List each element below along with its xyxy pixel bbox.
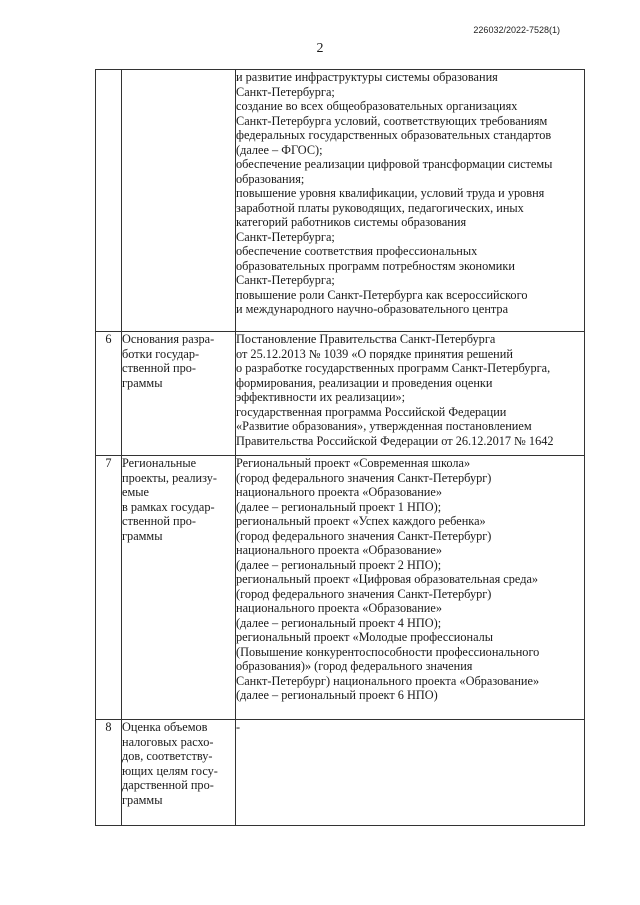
row-content-line: (далее – ФГОС); bbox=[236, 142, 323, 157]
row-title-line: ющих целям госу- bbox=[122, 763, 218, 778]
row-number: 7 bbox=[96, 456, 122, 720]
row-content-line: - bbox=[236, 720, 241, 734]
row-title-line: в рамках государ- bbox=[122, 499, 215, 514]
row-content-line: Санкт-Петербурга; bbox=[236, 84, 335, 99]
row-content-line: национального проекта «Образование» bbox=[236, 485, 442, 499]
row-title-line: Основания разра- bbox=[122, 332, 215, 346]
row-title-line: граммы bbox=[122, 792, 163, 807]
table-row bbox=[96, 332, 585, 456]
row-content-line: региональный проект «Успех каждого ребенка» bbox=[236, 514, 486, 528]
row-content-line: повышение уровня квалификации, условий труда и уровня bbox=[236, 186, 545, 200]
row-content-line: (город федерального значения Санкт-Петербург) bbox=[236, 528, 492, 543]
table-row bbox=[96, 456, 585, 720]
row-content-line: обеспечение соответствия профессиональных bbox=[236, 244, 478, 258]
row-content-line: (далее – региональный проект 4 НПО); bbox=[236, 615, 442, 630]
row-content-line: (далее – региональный проект 6 НПО) bbox=[236, 688, 438, 702]
row-content-line: Постановление Правительства Санкт-Петербурга bbox=[236, 332, 496, 346]
row-content-line: образования)» (город федерального значения bbox=[236, 659, 473, 673]
row-content-line: Санкт-Петербурга условий, соответствующих требованиям bbox=[236, 113, 548, 128]
row-content-line: Санкт-Петербурга; bbox=[236, 229, 335, 244]
row-number bbox=[96, 70, 122, 332]
row-content-line: образования; bbox=[236, 171, 305, 186]
table-row bbox=[96, 720, 585, 826]
document-code: 226032/2022-7528(1) bbox=[473, 25, 560, 35]
page-number: 2 bbox=[316, 41, 324, 56]
row-title-line: граммы bbox=[122, 375, 163, 390]
row-content-line: Санкт-Петербурга; bbox=[236, 273, 335, 287]
row-content-line: региональный проект «Молодые профессионалы bbox=[236, 630, 494, 644]
row-content-line: категорий работников системы образования bbox=[236, 215, 467, 229]
row-content-line: обеспечение реализации цифровой трансформации системы bbox=[236, 157, 553, 171]
row-content-line: (далее – региональный проект 2 НПО); bbox=[236, 557, 442, 572]
row-title bbox=[122, 70, 236, 332]
row-title-line: емые bbox=[122, 485, 149, 499]
row-title-line: налоговых расхо- bbox=[122, 734, 214, 749]
table-body bbox=[96, 70, 585, 826]
row-title-line: Региональные bbox=[122, 456, 197, 470]
row-content-line: образовательных программ потребностям экономики bbox=[236, 258, 515, 273]
row-title-line: дарственной про- bbox=[122, 778, 214, 792]
row-content-line: создание во всех общеобразовательных организациях bbox=[236, 99, 518, 113]
row-content-line: Региональный проект «Современная школа» bbox=[236, 456, 471, 470]
row-title-line: Оценка объемов bbox=[122, 720, 208, 734]
row-content-line: (Повышение конкурентоспособности профессионального bbox=[236, 644, 540, 659]
row-content-line: государственная программа Российской Федерации bbox=[236, 404, 507, 419]
row-content bbox=[236, 720, 585, 826]
row-number: 8 bbox=[96, 720, 122, 826]
program-passport-table bbox=[95, 69, 585, 826]
row-content-line: федеральных государственных образовательных стандартов bbox=[236, 128, 552, 142]
row-content-line: национального проекта «Образование» bbox=[236, 601, 442, 615]
row-content-line: региональный проект «Цифровая образовательная среда» bbox=[236, 572, 539, 586]
row-content-line: национального проекта «Образование» bbox=[236, 543, 442, 557]
row-content-line: Правительства Российской Федерации от 26.12.2017 № 1642 bbox=[236, 433, 554, 448]
row-content-line: от 25.12.2013 № 1039 «О порядке принятия решений bbox=[236, 346, 513, 361]
row-content-line: (город федерального значения Санкт-Петербург) bbox=[236, 470, 492, 485]
row-content-line: эффективности их реализации»; bbox=[236, 390, 406, 404]
row-content bbox=[236, 456, 585, 720]
row-title-line: проекты, реализу- bbox=[122, 470, 217, 485]
row-content-line: Санкт-Петербург) национального проекта «Образование» bbox=[236, 673, 540, 688]
row-content-line: (город федерального значения Санкт-Петербург) bbox=[236, 586, 492, 601]
row-content-line: о разработке государственных программ Санкт-Петербурга, bbox=[236, 361, 551, 375]
row-content-line: заработной платы руководящих, педагогических, иных bbox=[236, 200, 524, 215]
row-content-line: и развитие инфраструктуры системы образования bbox=[236, 70, 498, 84]
row-content bbox=[236, 332, 585, 456]
row-number: 6 bbox=[96, 332, 122, 456]
row-content-line: повышение роли Санкт-Петербурга как всероссийского bbox=[236, 287, 528, 302]
row-title-line: граммы bbox=[122, 528, 163, 543]
row-content-line: (далее – региональный проект 1 НПО); bbox=[236, 499, 442, 514]
row-content-line: и международного научно-образовательного центра bbox=[236, 302, 509, 316]
row-title bbox=[122, 456, 236, 720]
row-title-line: ственной про- bbox=[122, 514, 196, 528]
row-title-line: дов, соответству- bbox=[122, 749, 213, 763]
row-title bbox=[122, 720, 236, 826]
row-content-line: формирования, реализации и проведения оценки bbox=[236, 375, 493, 390]
row-content-line: «Развитие образования», утвержденная постановлением bbox=[236, 419, 532, 433]
table-row bbox=[96, 70, 585, 332]
row-title-line: ботки государ- bbox=[122, 346, 200, 361]
row-title-line: ственной про- bbox=[122, 361, 196, 375]
row-title bbox=[122, 332, 236, 456]
row-content bbox=[236, 70, 585, 332]
